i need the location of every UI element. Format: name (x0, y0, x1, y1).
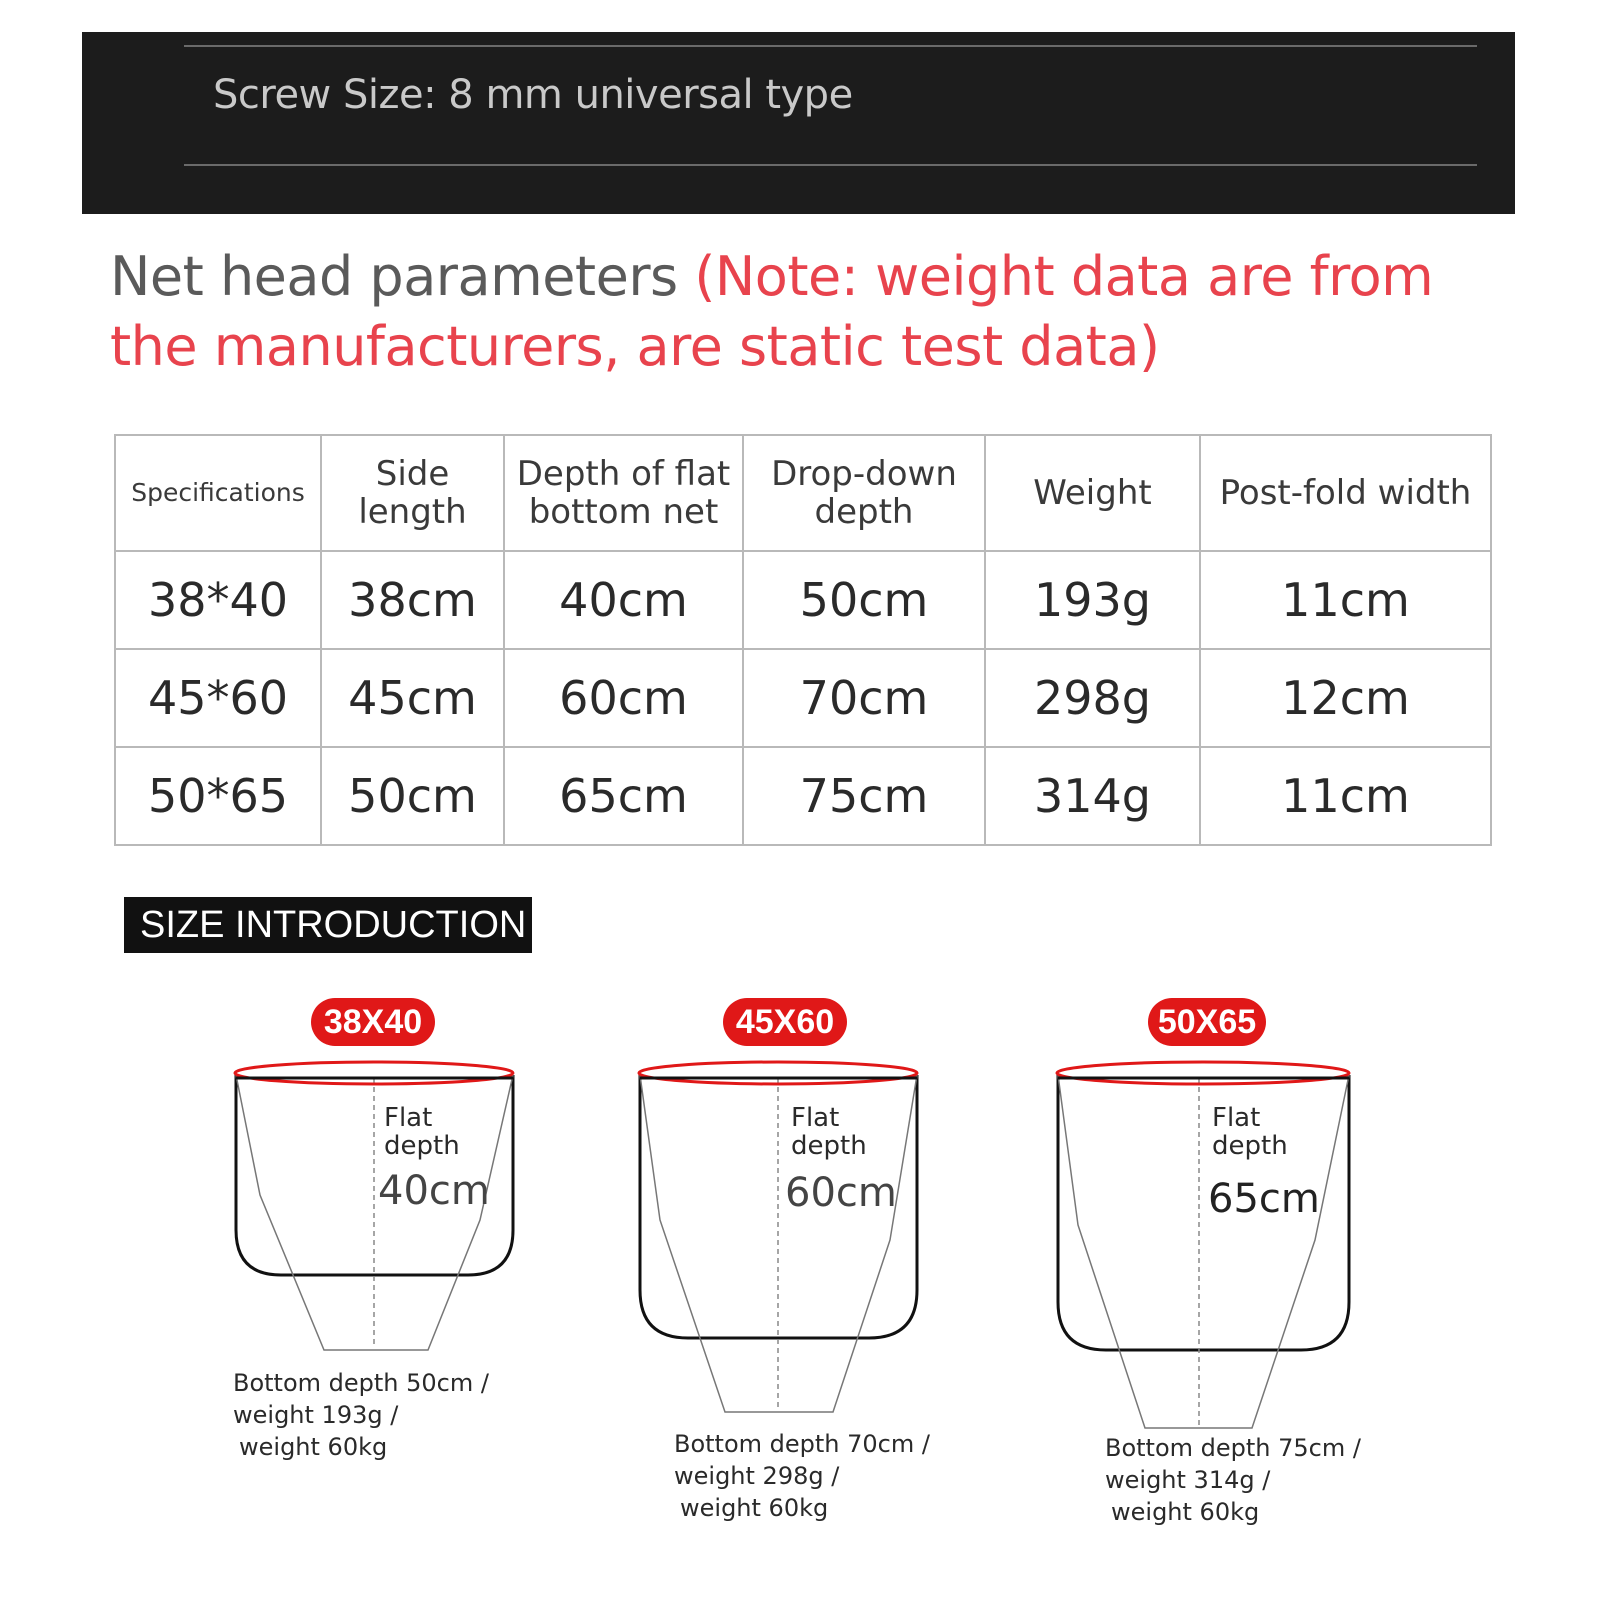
table-cell: 50cm (743, 551, 985, 649)
caption-line: weight 298g / (674, 1462, 840, 1490)
header-side-length: Side length (321, 435, 504, 551)
header-specifications: Specifications (115, 435, 321, 551)
table-cell: 40cm (504, 551, 743, 649)
flat-depth-label (791, 1104, 867, 1160)
flat-label-line: Flat (1212, 1103, 1261, 1133)
size-badge-50x65: 50X65 (1148, 998, 1266, 1046)
table-cell: 314g (985, 747, 1200, 845)
header-weight: Weight (985, 435, 1200, 551)
size-introduction-label: SIZE INTRODUCTION (124, 897, 532, 953)
table-cell: 50cm (321, 747, 504, 845)
heading-note: (Note: weight data are from the manufacturers, are static test data) (110, 245, 1434, 378)
table-cell: 11cm (1200, 747, 1491, 845)
table-cell: 38cm (321, 551, 504, 649)
caption-line: weight 60kg (239, 1433, 388, 1461)
diagram-caption (233, 1367, 489, 1463)
table-cell: 12cm (1200, 649, 1491, 747)
caption-line: Bottom depth 50cm / (233, 1369, 489, 1397)
flat-depth-value: 40cm (378, 1168, 490, 1214)
table-cell: 38*40 (115, 551, 321, 649)
screw-size-text: Screw Size: 8 mm universal type (213, 72, 853, 118)
table-cell: 60cm (504, 649, 743, 747)
table-cell: 45cm (321, 649, 504, 747)
flat-label-line: depth (1212, 1131, 1288, 1161)
size-badge-38x40: 38X40 (311, 998, 435, 1046)
flat-label-line: Flat (791, 1103, 840, 1133)
table-cell: 11cm (1200, 551, 1491, 649)
diagram-caption (674, 1428, 930, 1524)
header-flat-depth: Depth of flat bottom net (504, 435, 743, 551)
caption-line: weight 193g / (233, 1401, 399, 1429)
table-cell: 70cm (743, 649, 985, 747)
flat-label-line: depth (384, 1131, 460, 1161)
flat-depth-value: 65cm (1208, 1176, 1320, 1222)
flat-depth-value: 60cm (785, 1170, 897, 1216)
table-cell: 45*60 (115, 649, 321, 747)
diagram-caption (1105, 1432, 1361, 1528)
header-post-fold-width: Post-fold width (1200, 435, 1491, 551)
table-cell: 50*65 (115, 747, 321, 845)
size-badge-45x60: 45X60 (723, 998, 847, 1046)
caption-line: weight 60kg (1111, 1498, 1260, 1526)
caption-line: weight 60kg (680, 1494, 829, 1522)
flat-label-line: Flat (384, 1103, 433, 1133)
header-drop-down-depth: Drop-down depth (743, 435, 985, 551)
net-diagram-45x60 (639, 1062, 917, 1412)
table-cell: 75cm (743, 747, 985, 845)
caption-line: Bottom depth 70cm / (674, 1430, 930, 1458)
caption-line: weight 314g / (1105, 1466, 1271, 1494)
net-diagram-50x65 (1057, 1062, 1349, 1428)
flat-label-line: depth (791, 1131, 867, 1161)
flat-depth-label (384, 1104, 460, 1160)
table-cell: 65cm (504, 747, 743, 845)
heading-main: Net head parameters (110, 245, 695, 308)
table-cell: 298g (985, 649, 1200, 747)
table-cell: 193g (985, 551, 1200, 649)
flat-depth-label (1212, 1104, 1288, 1160)
caption-line: Bottom depth 75cm / (1105, 1434, 1361, 1462)
